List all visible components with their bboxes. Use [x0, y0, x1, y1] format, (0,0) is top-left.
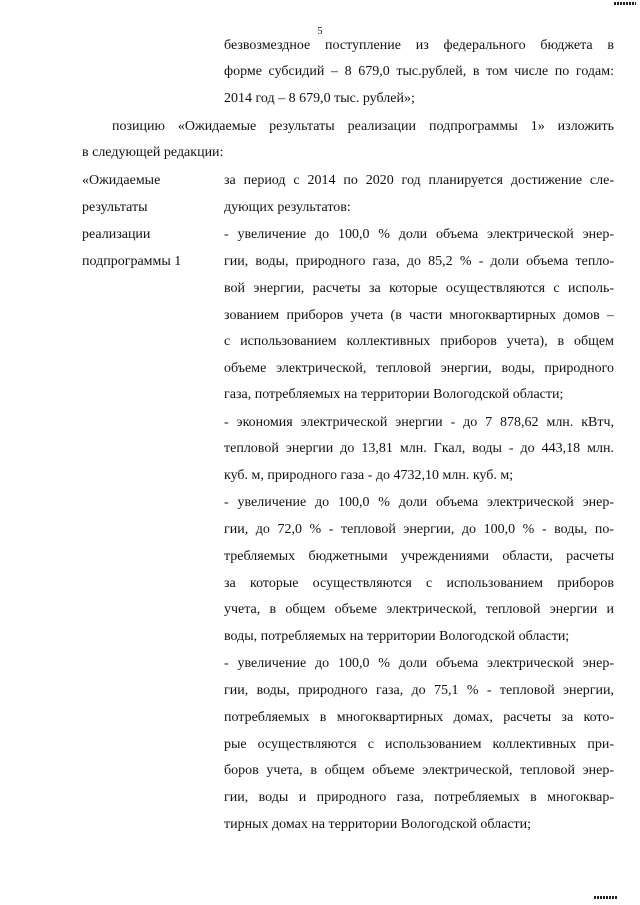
table-content-line: потребляемых в многоквартирных домах, расчеты за кото- [224, 710, 614, 725]
table-content-line: тепловой энергии до 13,81 млн. Гкал, воды - до 443,18 млн. [224, 441, 614, 456]
table-content-line: зованием приборов учета (в части многоквартирных домов – [224, 308, 614, 323]
intro-line: безвозмездное поступление из федерального бюджета в [224, 38, 614, 53]
table-content-line: гии, воды, природного газа, до 85,2 % - доли объема тепло- [224, 254, 614, 269]
table-label-line: «Ожидаемые [82, 173, 161, 188]
table-content-line: куб. м, природного газа - до 4732,10 млн. куб. м; [224, 468, 514, 483]
scan-mark-bottom [594, 896, 618, 899]
table-content-line: учета, в общем объеме электрической, тепловой энергии и [224, 602, 614, 617]
table-content-line: гии, воды и природного газа, потребляемых в многоквар- [224, 790, 614, 805]
table-content-line: требляемых бюджетными учреждениями области, расчеты [224, 549, 614, 564]
table-content-line: - экономия электрической энергии - до 7 878,62 млн. кВтч, [224, 415, 614, 430]
table-content-line: гии, воды, природного газа, до 75,1 % - тепловой энергии, [224, 683, 614, 698]
table-content-line: объеме электрической, тепловой энергии, воды, природного [224, 361, 614, 376]
table-content-line: за период с 2014 по 2020 год планируется достижение сле- [224, 173, 614, 188]
table-content-line: тирных домах на территории Вологодской области; [224, 817, 532, 832]
table-content-line: - увеличение до 100,0 % доли объема электрической энер- [224, 227, 614, 242]
table-content-line: гии, до 72,0 % - тепловой энергии, до 100,0 % - воды, по- [224, 522, 614, 537]
table-content-line: вой энергии, расчеты за которые осуществляются с исполь- [224, 281, 614, 296]
table-content-line: дующих результатов: [224, 200, 351, 215]
table-content-line: рые осуществляются с использованием коллективных при- [224, 737, 614, 752]
table-content-line: за которые осуществляются с использованием приборов [224, 576, 614, 591]
intro-line: форме субсидий – 8 679,0 тыс.рублей, в том числе по годам: [224, 64, 614, 79]
instruction-line: в следующей редакции: [82, 145, 224, 160]
table-content-line: газа, потребляемых на территории Вологодской области; [224, 387, 564, 402]
intro-line: 2014 год – 8 679,0 тыс. рублей»; [224, 91, 415, 106]
table-label-line: результаты [82, 200, 148, 215]
table-content-line: - увеличение до 100,0 % доли объема электрической энер- [224, 656, 614, 671]
page-number: 5 [317, 26, 323, 37]
table-content-line: боров учета, в общем объеме электрической, тепловой энер- [224, 763, 614, 778]
scan-mark-top [614, 2, 636, 5]
table-content-line: воды, потребляемых на территории Вологодской области; [224, 629, 570, 644]
instruction-line: позицию «Ожидаемые результаты реализации подпрограммы 1» изложить [112, 119, 614, 134]
table-label-line: подпрограммы 1 [82, 254, 182, 269]
table-content-line: - увеличение до 100,0 % доли объема электрической энер- [224, 495, 614, 510]
table-label-line: реализации [82, 227, 151, 242]
table-content-line: с использованием коллективных приборов учета), в общем [224, 334, 614, 349]
